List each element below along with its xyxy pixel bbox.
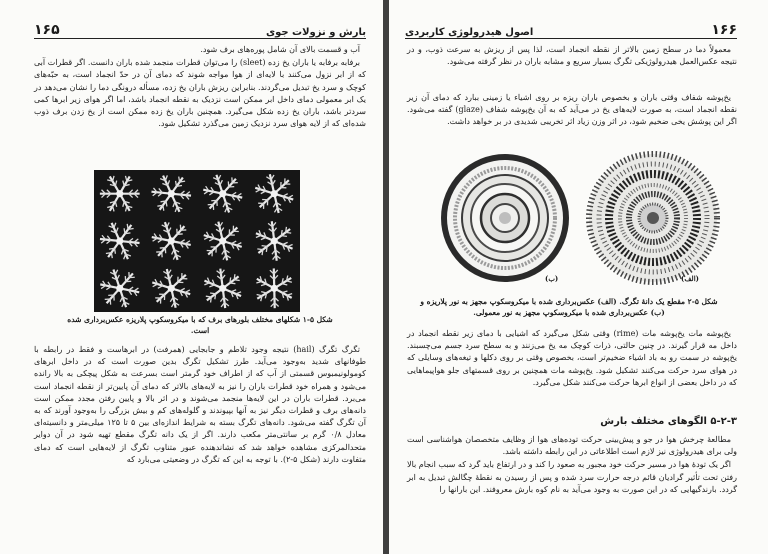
right-section-text [407, 434, 737, 496]
paragraph: آب و قسمت بالای آن شامل پوره‌های برف شود. [200, 45, 360, 54]
snowflake-grid [94, 170, 300, 312]
right-page [389, 0, 768, 554]
figure-caption-hailstone: شکل ۵-۲ مقطع یک دانهٔ تگرگ. (الف) عکس‌برداری شده با میکروسکوپ مجهز به نور پلاریزه و (ب) عکس‌برداری شده با میکروسکوپ مجهز به نور معمولی. [420, 297, 718, 317]
figure-caption-snowflakes: شکل ۵-۱ شکلهای مختلف بلورهای برف که با میکروسکوپ پلاریزه عکس‌برداری شده است. [67, 315, 333, 335]
snowflake-icon [100, 269, 139, 307]
hailstone-ordinary-light [441, 154, 569, 282]
right-page-number: ۱۶۶ [711, 22, 737, 38]
paragraph-hail: تگرگ تگرگ (hail) نتیجه وجود تلاطم و جابجایی (همرفت) در ابرهاست و فقط در رابطه با طوفانهای شدید به‌وجود می‌آید. طرز تشکیل تگرگ بدین صورت است که در داخل ابرهای کومولونیمبوس قسمتی از آب که از اطراف خود گرمتر است بسرعت به شکل پیچکی به بالا رانده می‌شود و همراه خود قطرات باران را نیز به لایه‌های بالاتر که دمای آن پایین‌تر از نقطه انجماد است می‌برد. قطرات باران در این لایه‌ها منجمد می‌شوند و در اثر بالا و پایین رفتن مجدد ممکن است دانه‌های برف و قطرات دیگر نیز به آنها بپیوندند و گلوله‌های کم و بیش بزرگی را به‌وجود آورند که به آن تگرگ گفته می‌شود. دانه‌های تگرگ بسته به شرایط اندازه‌ای بین ۵ تا ۱۲۵ میلی‌متر و دانسیته‌ای معادل ۰/۸ گرم بر سانتی‌متر مکعب دارند. اگر از یک دانه تگرگ مقطع تهیه شود در آن دوایر متحدالمرکزی مشاهده خواهد شد که نشاندهنده عبور متناوب تگرگ از لایه‌هایی است که دمای متفاوت دارند (شکل ۵-۲). با توجه به این که تگرگ در وضعیتی می‌بارد که [34, 345, 367, 464]
paragraph: معمولاً دما در سطح زمین بالاتر از نقطه انجماد است، لذا پس از ریزش به سرعت ذوب، و در نتیجه عکس‌العمل هیدرولوژیکی تگرگ بسیار سریع و مشابه باران در نظر گرفته می‌شود. [407, 45, 737, 67]
snowflake-icon [255, 174, 293, 213]
snowflake-icon [152, 269, 190, 308]
hailstone-polarized [589, 154, 717, 282]
panel-label-a: (الف) [681, 274, 699, 283]
section-heading: ۵-۲-۳ الگوهای مختلف بارش [600, 416, 737, 427]
right-glaze-text [407, 92, 737, 129]
snowflake-icon [256, 221, 293, 260]
paragraph-rime: یخ‌پوشه مات یخ‌پوشه مات (rime) وقتی شکل می‌گیرد که اشیایی با دمای زیر نقطه انجماد در داخل مه قرار گیرند. در چنین حالتی، ذرات کوچک مه یخ می‌زنند و به سطح سرد جسم می‌چسبند. یخ‌پوشه در سمت رو به باد اشیاء ضخیم‌تر است، بخصوص وقتی بر روی دکلها و تیغه‌های وسایلی که در هوای سرد حرکت می‌کنند تشکیل شود. یخ‌پوشه مات همچنین بر روی قسمتهای جلو هواپیماهایی که در داخل بعضی از انواع ابرها حرکت می‌کنند شکل می‌گیرد. [407, 329, 737, 387]
paragraph: مطالعهٔ چرخش هوا در جو و پیش‌بینی حرکت توده‌های هوا از وظایف متخصصان هواشناسی است ولی برای هیدرولوژی نیز لازم است اطلاعاتی در این رابطه داشته باشد. [407, 435, 737, 457]
snowflake-crystals-photo [94, 170, 300, 312]
paragraph-glaze: یخ‌پوشه شفاف وقتی باران و بخصوص باران ریزه بر روی اشیاء یا زمینی ببارد که دمای آن زیر نقطه انجماد است، به صورت لایه‌های یخ در می‌آید که به آن یخ‌پوشه شفاف (glaze) گفته می‌شود. اگر این پوشش یخی ضخیم شود، در اثر وزن زیاد اثر تخریبی شدیدی در بر خواهد داشت. [407, 93, 737, 127]
snowflake-icon [151, 175, 191, 212]
hailstone-figure [423, 150, 737, 290]
snowflake-icon [204, 222, 242, 261]
snowflake-icon [100, 176, 140, 212]
left-bottom-text [34, 344, 366, 466]
right-page-header [405, 20, 737, 39]
right-running-title: اصول هیدرولوژی کاربردی [405, 27, 534, 38]
left-running-title: بارش و نزولات جوی [265, 27, 366, 38]
left-page-header [34, 20, 366, 39]
right-intro-text [407, 44, 737, 68]
paragraph: اگر یک تودهٔ هوا در مسیر حرکت خود مجبور به صعود را کند و در ارتفاع باید گرد که سبب انجام بالا رفتن تحت تأثیر گرادیان قائم درجه حرارت سرد شده و پس از رسیدن به نقطهٔ چگالش تبدیل به ابر گردد. بارندگیهایی که در این صورت به وجود می‌آید به نام کوه بارش معروفند. این بارانها را [407, 460, 737, 494]
panel-label-b: (ب) [545, 274, 559, 283]
snowflake-icon [256, 268, 292, 308]
snowflake-icon [204, 269, 241, 308]
snowflake-icon [152, 222, 191, 260]
left-top-text [34, 44, 366, 130]
snowflake-icon [100, 223, 140, 260]
hailstone-cross-section-photo [423, 150, 737, 290]
left-page [0, 0, 383, 554]
paragraph-sleet: برفابه برفابه یا باران یخ زده (sleet) را می‌توان قطرات منجمد شده باران دانست. اگر قطرات آبی که از ابر نزول می‌کنند با لایه‌ای از هوا مواجه شوند که دمای آن در حدّ انجماد است، به حبّه‌های کوچک و سرد یخ تبدیل می‌گردند. بنابراین ریزش باران یخ زده، مسأله درونگی دما را نشان می‌دهد در یک ابر معمولی دمای داخل ابر ممکن است نزدیک به نقطه انجماد باشد، اما اگر هوای زیر ابرها کمی سردتر باشد، باران یخ زده شکل می‌گیرد. همچنین باران یخ زده ممکن است از یخ زدن برف ذوب شده‌ای که از لایه هوای سرد نزدیک زمین می‌گذرد تشکیل شود. [34, 58, 366, 129]
snowflake-icon [203, 175, 242, 213]
right-rime-text [407, 328, 737, 389]
left-page-number: ۱۶۵ [34, 22, 60, 38]
